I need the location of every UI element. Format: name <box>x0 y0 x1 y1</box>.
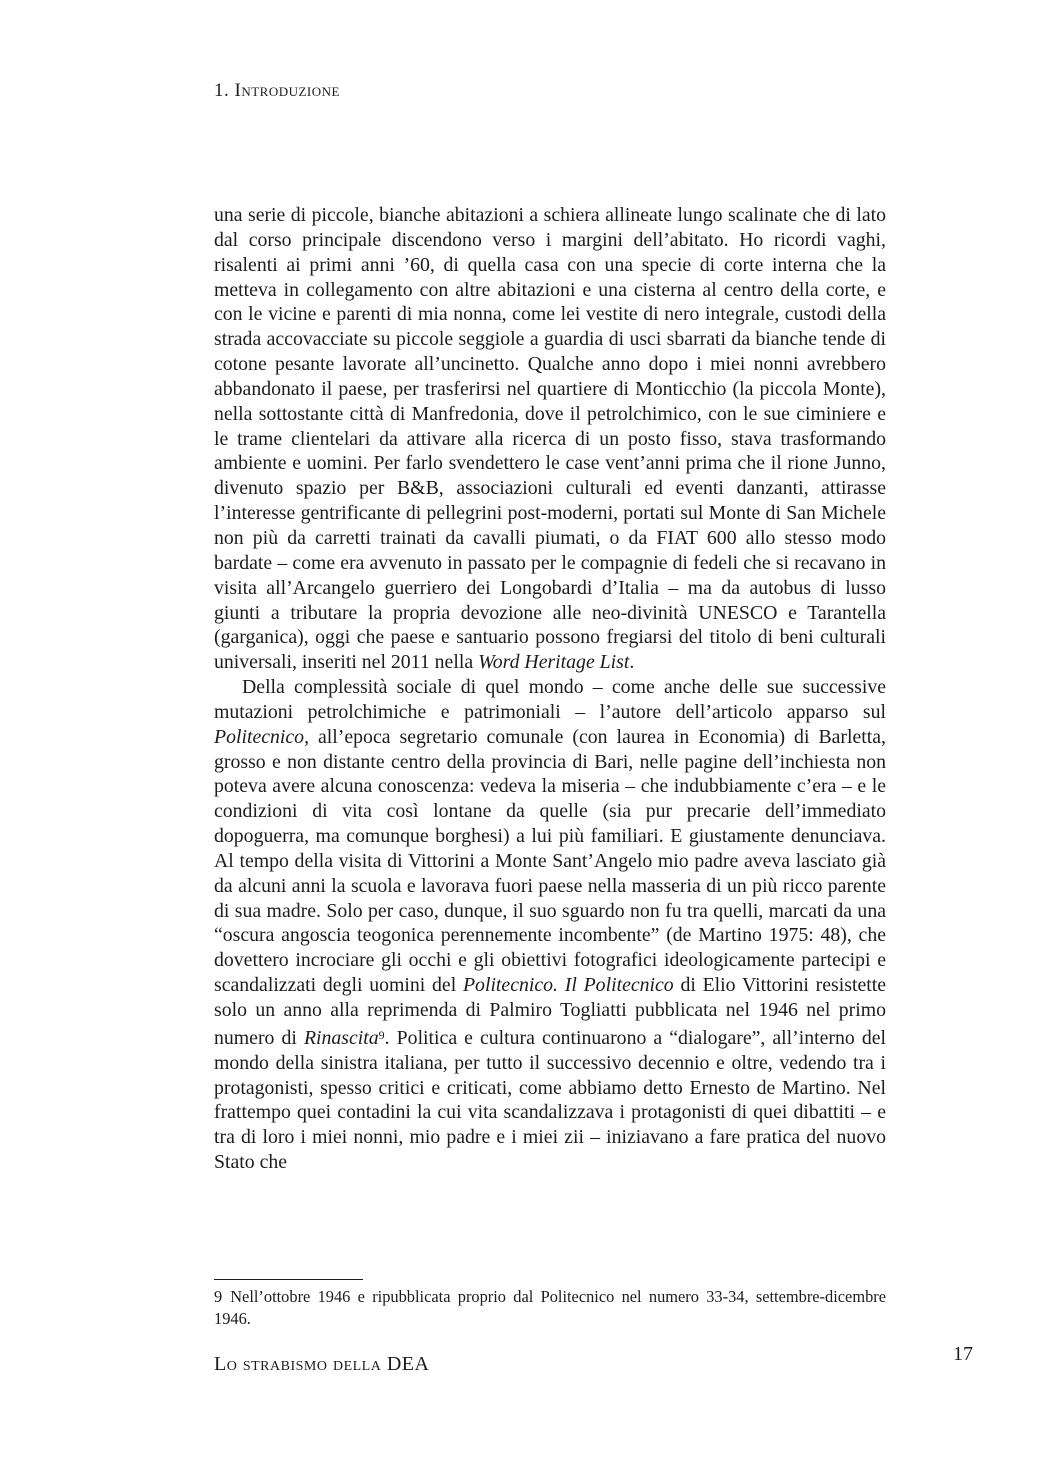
running-footer: Lo strabismo della DEA <box>214 1353 430 1375</box>
paragraph-text: . Politica e cultura continuarono a “dialogare”, all’interno del mondo della sinistra italiana, per tutto il successivo decennio e oltre, vedendo tra i protagonisti, spesso critici e criticati, come abbiamo detto Ernesto de Martino. Nel frattempo quei contadini la cui vita scandalizzava i protagonisti di quei dibattiti – e tra di loro i miei nonni, mio padre e i miei zii – iniziavano a fare pratica del nuovo Stato che <box>214 1026 887 1174</box>
paragraph-text: una serie di piccole, bianche abitazioni a schiera allineate lungo scalinate che di lato dal corso principale discendono verso i margini dell’abitato. Ho ricordi vaghi, risalenti ai primi anni ’60, di quella casa con una specie di corte interna che la metteva in collegamento con altre abitazioni e una cisterna al centro della corte, e con le vicine e parenti di mia nonna, come lei vestite di nero integrale, custodi della strada accovacciate su piccole seggiole a guardia di usci sbarrati da bianche tende di cotone pesante lavorate all’uncinetto. Qualche anno dopo i miei nonni avrebbero abbandonato il paese, per trasferirsi nel quartiere di Monticchio (la piccola Monte), nella sottostante città di Manfredonia, dove il petrolchimico, con le sue ciminiere e le trame clientelari da attivare alla ricerca di un posto fisso, stava trasformando ambiente e uomini. Per farlo svendettero le case vent’anni prima che il rione Junno, divenuto spazio per B&B, associazioni culturali ed eventi danzanti, attirasse l’interesse gentrificante di pellegrini post-moderni, portati sul Monte di San Michele non più da carretti trainati da cavalli piumati, o da FIAT 600 allo stesso modo bardate – come era avvenuto in passato per le compagnie di fedeli che si recavano in visita all’Arcangelo guerriero dei Longobardi d’Italia – ma da autobus di lusso giunti a tributare la propria devozione alle neo-divinità UNESCO e Tarantella (garganica), oggi che paese e santuario possono fregiarsi del titolo di beni culturali universali, inseriti nel 2011 nella <box>214 204 886 674</box>
paragraph-text: , all’epoca segretario comunale (con laurea in Economia) di Barletta, grosso e non distante centro della provincia di Bari, nelle pagine dell’inchiesta non poteva avere alcuna conoscenza: vedeva la miseria – che indubbiamente c’era – e le condizioni di vita così lontane da quelle (sia pur precarie dell’immediato dopoguerra, ma comunque borghesi) a lui più familiari. E giustamente denunciava. Al tempo della visita di Vittorini a Monte Sant’Angelo mio padre aveva lasciato già da alcuni anni la scuola e lavorava fuori paese nella masseria di un più ricco parente di sua madre. Solo per caso, dunque, il suo sguardo non fu tra quelli, marcati da una “oscura angoscia teogonica perennemente incombente” (de Martino 1975: 48), che dovettero incrociare gli occhi e gli obiettivi fotografici ideologicamente partecipi e scandalizzati degli uomini del <box>214 725 886 997</box>
italic-title: Politecnico. Il Politecnico <box>462 974 674 997</box>
footnote <box>214 1286 886 1330</box>
body-text <box>214 203 886 1175</box>
paragraph-text: di Elio Vittorini resistette solo un anno alla reprimenda di Palmiro Togliatti pubblicata nel 1946 nel primo numero di <box>214 974 886 1049</box>
paragraph <box>214 675 886 1175</box>
italic-title: Rinascita <box>303 1026 379 1049</box>
page-number: 17 <box>953 1343 973 1365</box>
footnote-text: Nell’ottobre 1946 e ripubblicata proprio dal Politecnico nel numero 33-34, settembre-dicembre 1946. <box>214 1287 886 1328</box>
footnote-divider <box>214 1279 363 1280</box>
paragraph-text: . <box>629 651 635 674</box>
running-header: 1. Introduzione <box>214 80 340 101</box>
footnote-reference[interactable]: 9 <box>378 1027 385 1042</box>
footnote-number: 9 <box>214 1287 223 1306</box>
italic-title: Word Heritage List <box>478 651 630 674</box>
paragraph <box>214 203 886 675</box>
italic-title: Politecnico <box>214 725 305 748</box>
paragraph-text: Della complessità sociale di quel mondo – come anche delle sue successive mutazioni petrolchimiche e patrimoniali – l’autore dell’articolo apparso sul <box>214 676 886 723</box>
